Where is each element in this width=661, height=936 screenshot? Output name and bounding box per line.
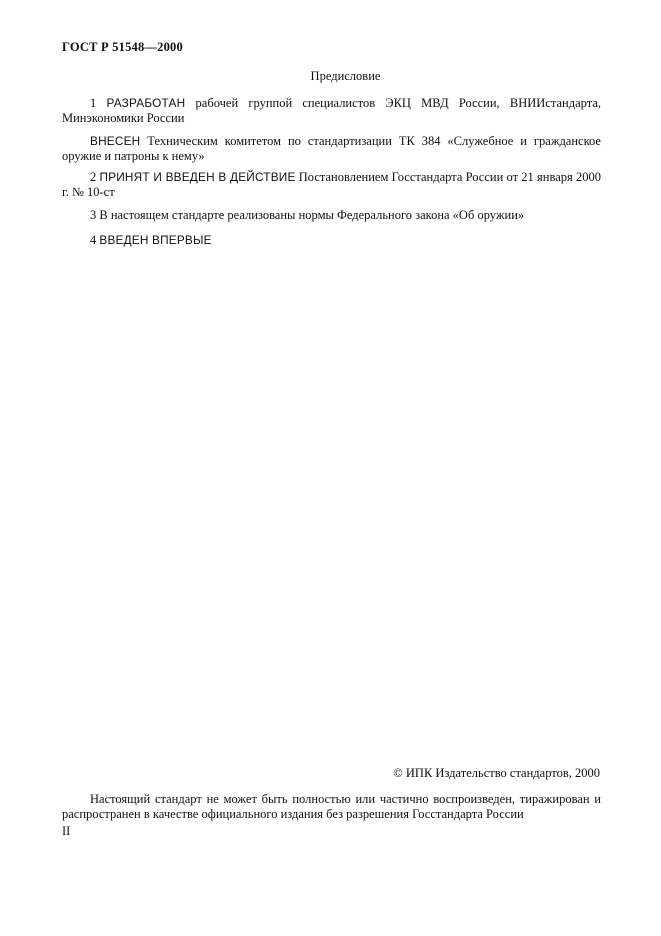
page-number: II (62, 824, 71, 838)
foreword-paragraph-law: 3 В настоящем стандарте реализованы нормы Федерального закона «Об оружии» (90, 208, 525, 222)
paragraph-number: 2 (90, 170, 100, 184)
paragraph-text: Постановлением Госстандарта России от 21 января 2000 г. № 10-ст (62, 170, 601, 199)
standard-code-header: ГОСТ Р 51548—2000 (62, 40, 183, 54)
paragraph-number: 1 (90, 96, 107, 110)
reproduction-notice: Настоящий стандарт не может быть полностью или частично воспроизведен, тиражирован и распространен в качестве официального издания без разрешения Госстандарта России (62, 792, 601, 821)
paragraph-keyword: РАЗРАБОТАН (106, 96, 186, 110)
foreword-paragraph-developed (62, 96, 601, 126)
copyright-line: © ИПК Издательство стандартов, 2000 (393, 766, 600, 780)
foreword-paragraph-adopted (62, 170, 601, 200)
paragraph-text: рабочей группой специалистов ЭКЦ МВД России, ВНИИстандарта, Минэкономики России (62, 96, 601, 125)
paragraph-keyword: ПРИНЯТ И ВВЕДЕН В ДЕЙСТВИЕ (99, 170, 296, 184)
paragraph-keyword: ВВЕДЕН ВПЕРВЫЕ (99, 233, 212, 247)
foreword-paragraph-introduced (62, 134, 601, 164)
foreword-title: Предисловие (310, 69, 381, 83)
paragraph-keyword: ВНЕСЕН (90, 134, 141, 148)
paragraph-text: Техническим комитетом по стандартизации ТК 384 «Служебное и гражданское оружие и патроны к нему» (62, 134, 601, 163)
paragraph-number: 4 (90, 233, 100, 247)
foreword-paragraph-first-introduced (62, 233, 601, 248)
